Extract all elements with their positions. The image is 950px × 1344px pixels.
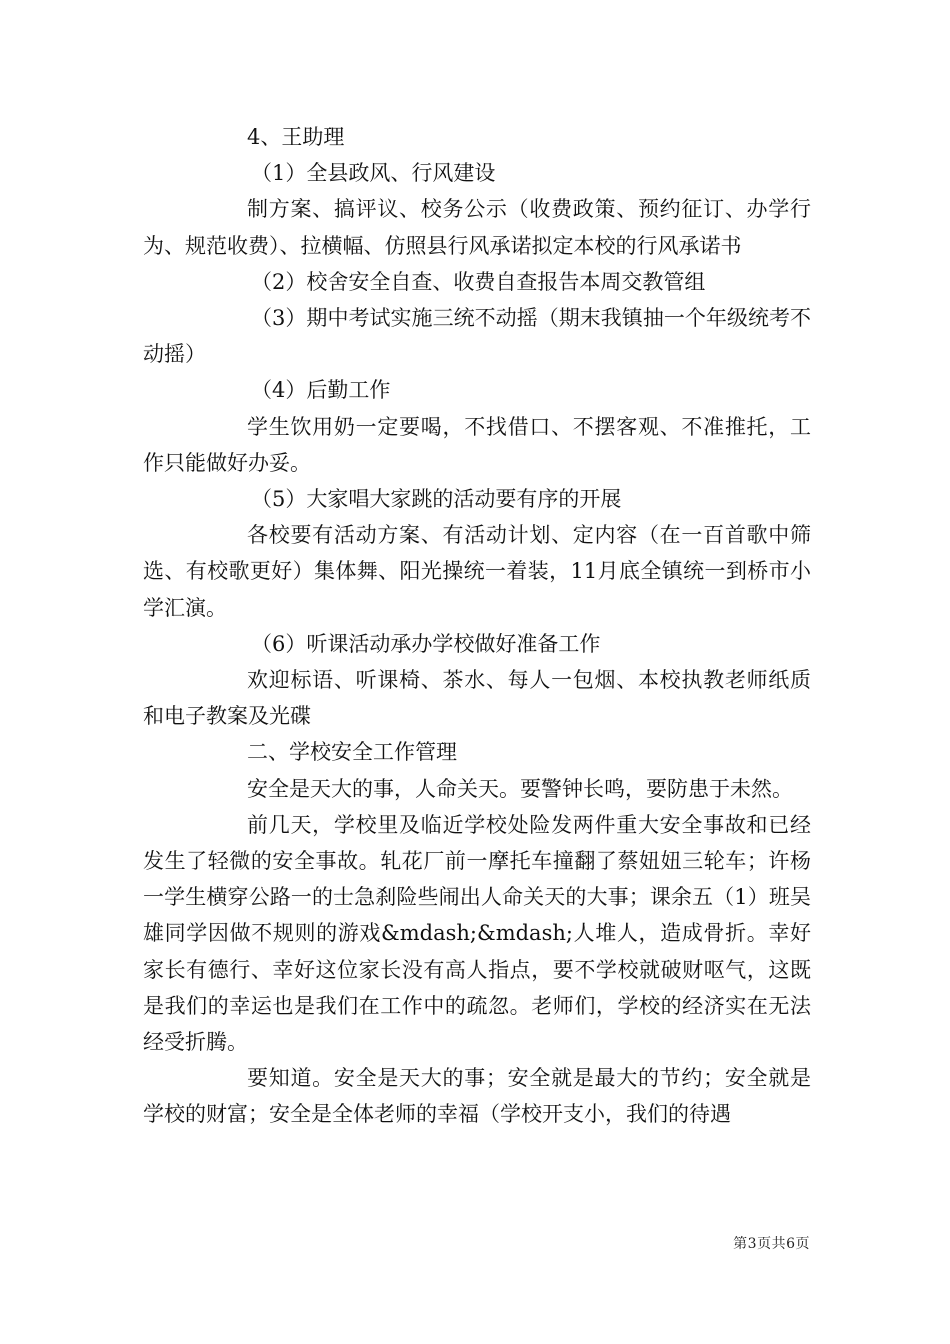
paragraph: （4）后勤工作	[251, 378, 391, 403]
paragraph: 要知道。安全是天大的事；安全就是最大的节约；安全就是学校的财富；安全是全体老师的幸福（学校开支小，我们的待遇	[143, 1066, 811, 1127]
paragraph: 安全是天大的事，人命关天。要警钟长鸣，要防患于未然。	[247, 776, 793, 801]
paragraph: （6）听课活动承办学校做好准备工作	[251, 631, 601, 656]
paragraph: 欢迎标语、听课椅、茶水、每人一包烟、本校执教老师纸质和电子教案及光碟	[143, 668, 811, 729]
paragraph: （1）全县政风、行风建设	[251, 161, 496, 186]
paragraph: 制方案、搞评议、校务公示（收费政策、预约征订、办学行为、规范收费）、拉横幅、仿照县行风承诺拟定本校的行风承诺书	[143, 197, 811, 258]
page-number-footer: 第3页共6页	[733, 1236, 810, 1252]
paragraph: （3）期中考试实施三统不动摇（期末我镇抽一个年级统考不动摇）	[143, 306, 811, 367]
paragraph: 学生饮用奶一定要喝，不找借口、不摆客观、不准推托，工作只能做好办妥。	[143, 414, 811, 475]
paragraph: 二、学校安全工作管理	[247, 740, 457, 765]
paragraph: 各校要有活动方案、有活动计划、定内容（在一百首歌中筛选、有校歌更好）集体舞、阳光操统一着装，11月底全镇统一到桥市小学汇演。	[143, 523, 811, 620]
paragraph: 前几天，学校里及临近学校处险发两件重大安全事故和已经发生了轻微的安全事故。轧花厂前一摩托车撞翻了蔡妞妞三轮车；许杨一学生横穿公路一的士急刹险些闹出人命关天的大事；课余五（1）班吴雄同学因做不规则的游戏&mdash;&mdash;人堆人，造成骨折。幸好家长有德行、幸好这位家长没有高人指点，要不学校就破财呕气，这既是我们的幸运也是我们在工作中的疏忽。老师们，学校的经济实在无法经受折腾。	[143, 812, 811, 1055]
paragraph: （2）校舍安全自查、收费自查报告本周交教管组	[251, 269, 706, 294]
paragraph: （5）大家唱大家跳的活动要有序的开展	[251, 487, 622, 512]
document-body	[143, 119, 811, 1133]
paragraph: 4、王助理	[247, 125, 345, 149]
